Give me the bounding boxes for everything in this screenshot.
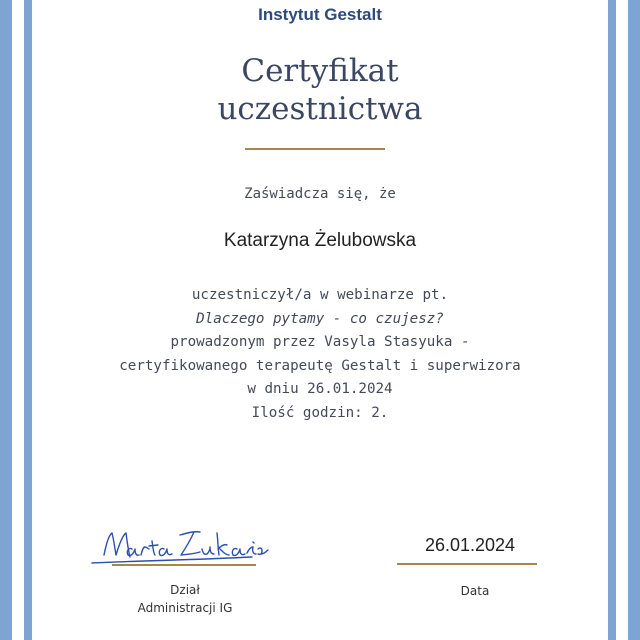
title-line-1: Certyfikat [241, 53, 399, 89]
body-line-3: prowadzonym przez Vasyla Stasyuka - [170, 334, 470, 350]
signature-caption-line-1: Dział [170, 583, 200, 597]
body-line-5: w dniu 26.01.2024 [247, 381, 393, 397]
title-line-2: uczestnictwa [217, 91, 423, 127]
body-line-1: uczestniczył/a w webinarze pt. [191, 287, 449, 303]
body-line-6: Ilość godzin: 2. [251, 404, 389, 421]
signature-line [112, 564, 256, 566]
institute-name: Instytut Gestalt [258, 5, 382, 24]
signature-caption [110, 581, 260, 617]
body-line-4: certyfikowanego terapeutę Gestalt i superwizora [119, 357, 521, 374]
certificate-title [0, 52, 640, 128]
date-line [397, 563, 537, 565]
date-value: 26.01.2024 [424, 535, 516, 555]
recipient-name: Katarzyna Żelubowska [223, 230, 417, 251]
signature-caption-line-2: Administracji IG [137, 601, 233, 615]
date-caption: Data [460, 584, 490, 598]
webinar-title: Dlaczego pytamy - co czujesz? [196, 310, 444, 327]
certificate-body [0, 284, 640, 425]
title-divider [245, 148, 385, 150]
intro-text: Zaświadcza się, że [244, 186, 396, 202]
